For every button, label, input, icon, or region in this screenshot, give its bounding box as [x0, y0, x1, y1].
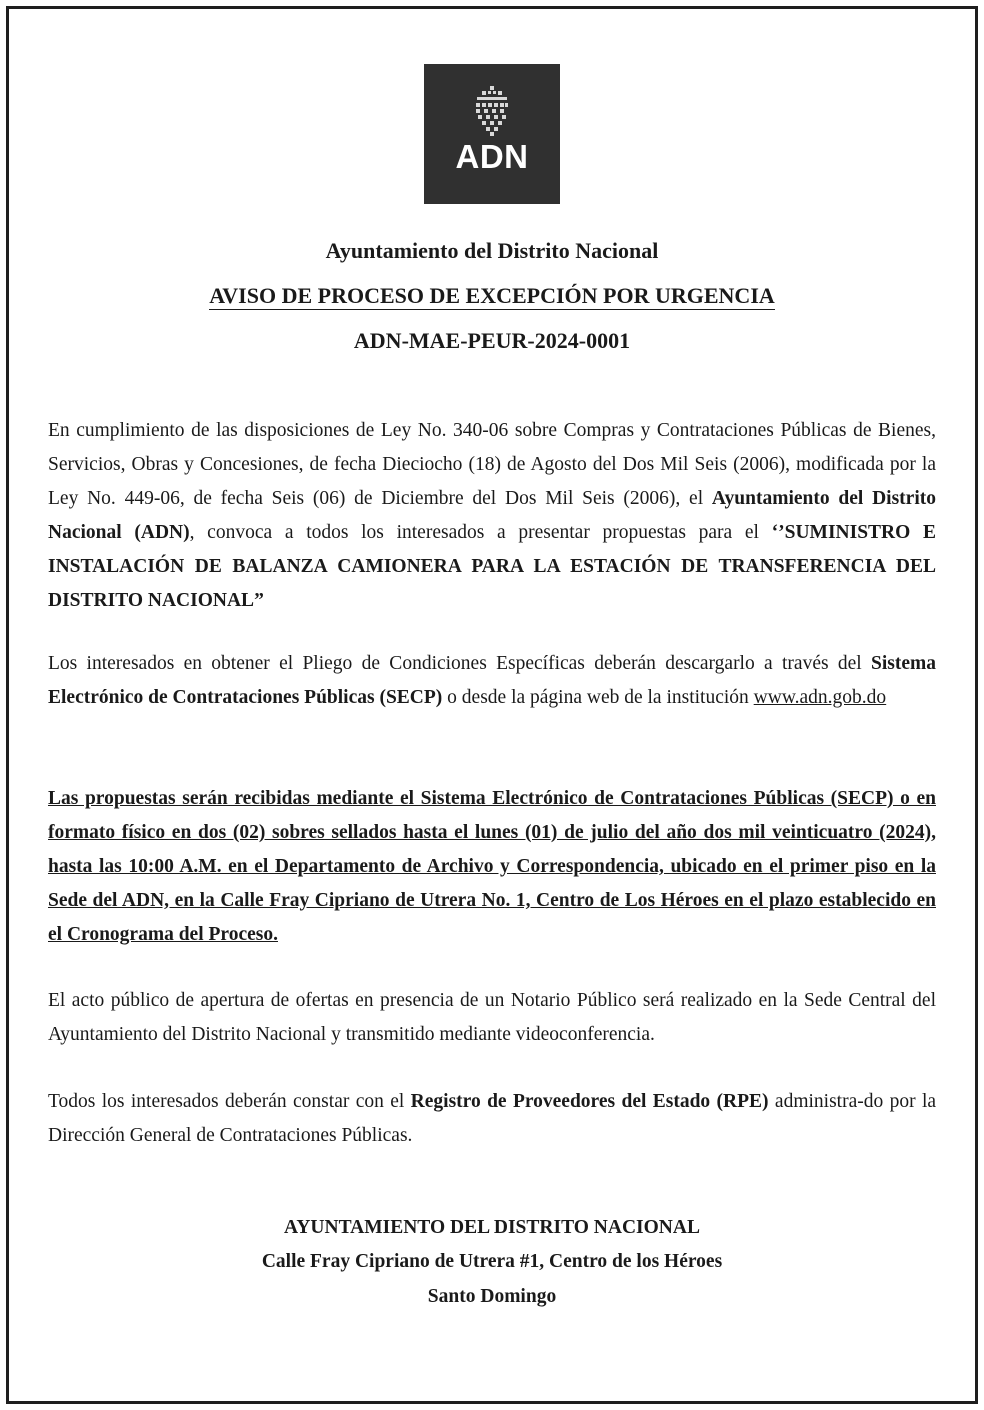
paragraph-submission — [48, 782, 936, 952]
p1-text-1: En cumplimiento de las disposiciones de Ley No. 340-06 sobre Compras y Contrataciones Públicas de Bienes, Servicios, Obras y Concesiones, de fecha Dieciocho (18) de Agosto del Dos Mil Seis (2006), modificada por la Ley No. 449-06, de fecha Seis (06) de Diciembre del Dos Mil Seis (2006), el — [48, 420, 936, 509]
p5-text-1: Todos los interesados deberán constar con el — [48, 1091, 411, 1112]
footer-address: Calle Fray Cipriano de Utrera #1, Centro de los Héroes — [261, 1251, 723, 1272]
org-title: Ayuntamiento del Distrito Nacional — [325, 238, 659, 263]
notice-title — [0, 283, 984, 309]
reference-code: ADN-MAE-PEUR-2024-0001 — [353, 328, 631, 353]
p5-text-2: administra-do por la Dirección General de Contrataciones Públicas. — [48, 1091, 937, 1146]
p1-bold-1: Ayuntamiento del Distrito Nacional (ADN) — [48, 488, 936, 543]
p3-text: Las propuestas serán recibidas mediante el Sistema Electrónico de Contrataciones Públicas (SECP) o en formato físico en dos (02) sobres sellados hasta el lunes (01) de julio del año dos mil veinticuatro (2024), hasta las 10:00 A.M. en el Departamento de Archivo y Correspondencia, ubicado en el primer piso en la Sede del ADN, en la Calle Fray Cipriano de Utrera No. 1, Centro de Los Héroes en el plazo establecido en el Cronograma del Proceso. — [48, 788, 936, 945]
notice-title-text: AVISO DE PROCESO DE EXCEPCIÓN POR URGENCIA — [209, 283, 775, 308]
adn-logo — [424, 64, 560, 204]
crown-shield-icon — [474, 86, 510, 136]
p1-text-2: , convoca a todos los interesados a presentar propuestas para el — [189, 522, 772, 543]
p1-project-name: ‘’SUMINISTRO E INSTALACIÓN DE BALANZA CAMIONERA PARA LA ESTACIÓN DE TRANSFERENCIA DEL DISTRITO NACIONAL” — [48, 522, 937, 611]
paragraph-legal-basis — [48, 414, 936, 618]
footer-city: Santo Domingo — [427, 1286, 557, 1307]
paragraph-download-info — [48, 647, 936, 715]
p2-bold-1: Sistema Electrónico de Contrataciones Públicas (SECP) — [48, 653, 936, 708]
website-link[interactable]: www.adn.gob.do — [753, 687, 887, 708]
p2-text-2: o desde la página web de la institución — [442, 687, 754, 708]
p2-text-1: Los interesados en obtener el Pliego de Condiciones Específicas deberán descargarlo a través del — [48, 653, 871, 674]
paragraph-rpe — [48, 1085, 936, 1153]
paragraph-opening: El acto público de apertura de ofertas en presencia de un Notario Público será realizado en la Sede Central del Ayuntamiento del Distrito Nacional y transmitido mediante videoconferencia. — [48, 990, 936, 1045]
logo-text: ADN — [455, 138, 529, 175]
p5-bold-1: Registro de Proveedores del Estado (RPE) — [410, 1091, 769, 1112]
footer-org: AYUNTAMIENTO DEL DISTRITO NACIONAL — [284, 1217, 700, 1238]
